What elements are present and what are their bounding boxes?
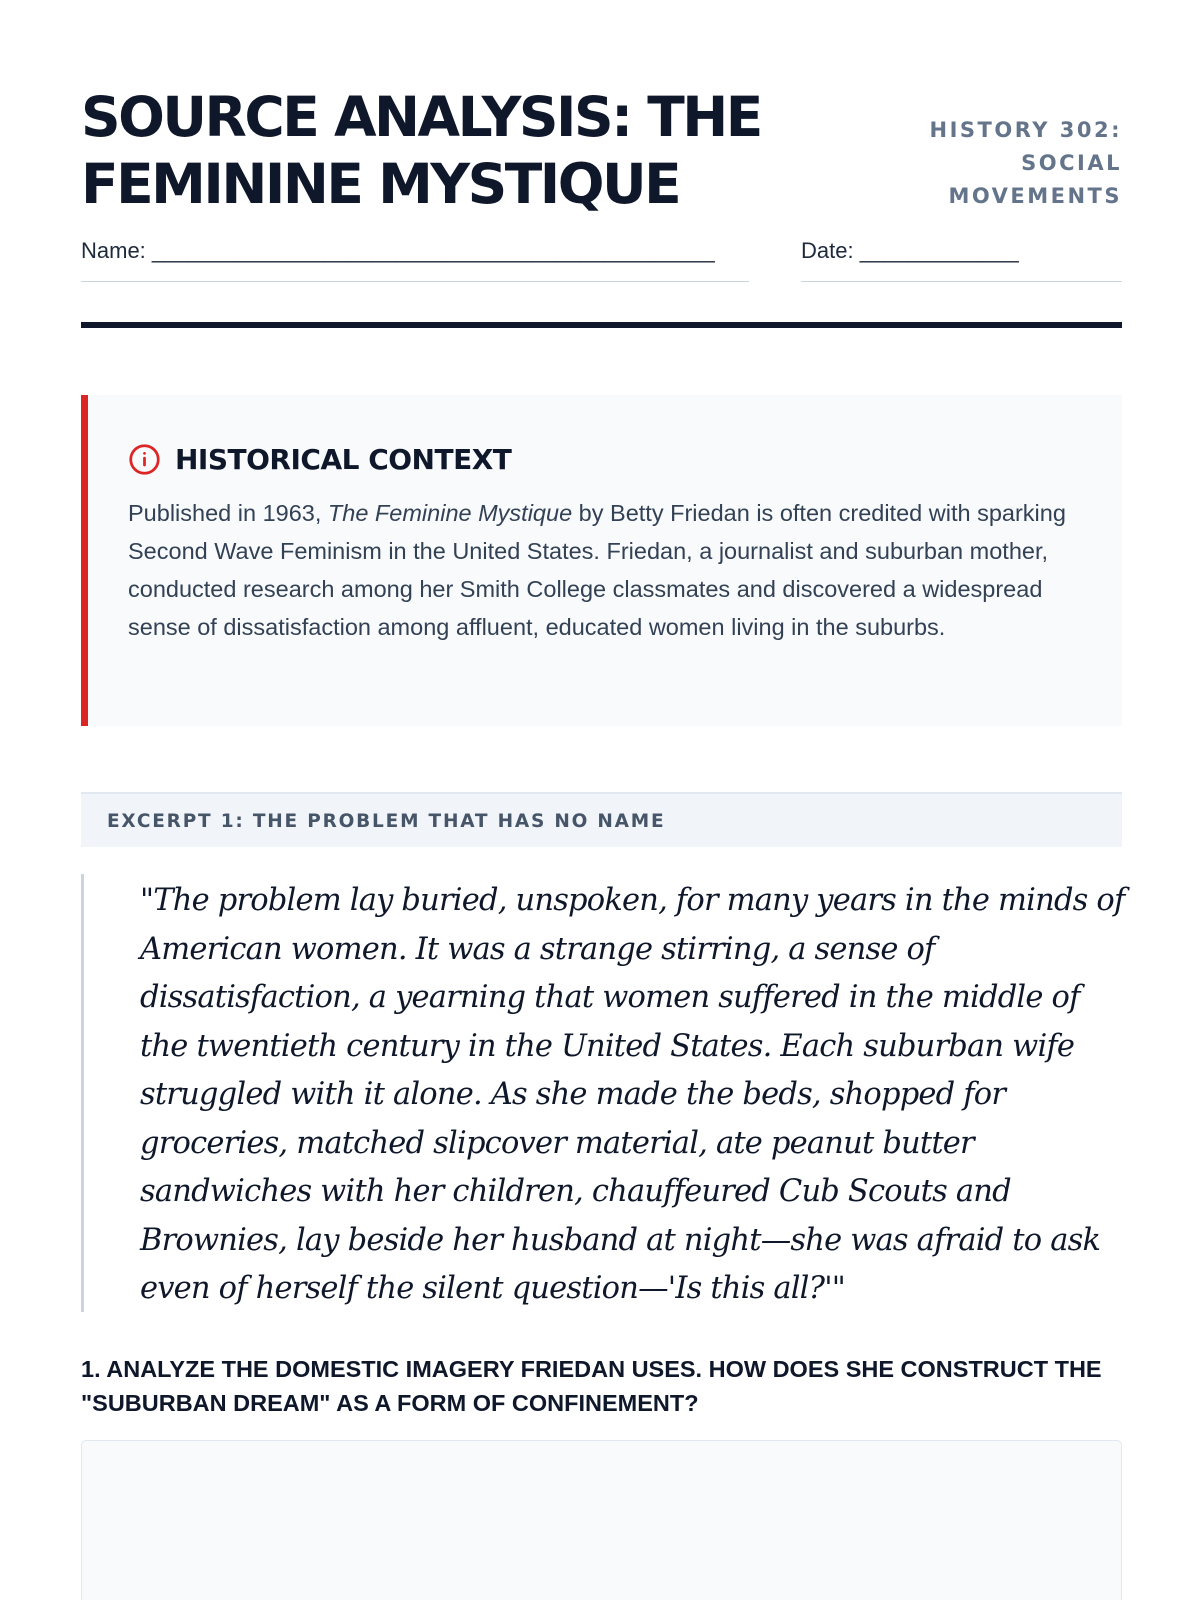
- excerpt-label: EXCERPT 1: THE PROBLEM THAT HAS NO NAME: [107, 811, 666, 832]
- excerpt-header: [81, 792, 1122, 847]
- context-body-prefix: Published in 1963,: [128, 500, 328, 526]
- excerpt-quote: [81, 874, 1125, 1312]
- context-body: [128, 494, 1078, 646]
- question-prompt: 1. ANALYZE THE DOMESTIC IMAGERY FRIEDAN USES. HOW DOES SHE CONSTRUCT THE "SUBURBAN DREAM" AS A FORM OF CONFINEMENT?: [81, 1356, 1102, 1416]
- date-field[interactable]: Date: _____________: [801, 238, 1122, 282]
- page-header: [81, 84, 1122, 214]
- answer-textarea[interactable]: [81, 1440, 1122, 1600]
- course-label: HISTORY 302: SOCIAL MOVEMENTS: [929, 118, 1122, 208]
- info-icon: [128, 443, 161, 476]
- book-title: The Feminine Mystique: [327, 500, 573, 526]
- quote-text: "The problem lay buried, unspoken, for many years in the minds of American women. It was a strange stirring, a sense of dissatisfaction, a yearning that women suffered in the middle of the twentieth century in the United States. Each suburban wife struggled with it alone. As she made the beds, shopped for groceries, matched slipcover material, ate peanut butter sandwiches with her children, chauffeured Cub Scouts and Brownies, lay beside her husband at night—she was afraid to ask even of herself the silent question—'Is this all?'": [140, 883, 1125, 1306]
- page-title: SOURCE ANALYSIS: THE FEMININE MYSTIQUE: [81, 85, 761, 216]
- context-header: [128, 442, 511, 476]
- name-field[interactable]: Name: ______________________________________________: [81, 238, 749, 282]
- context-heading: HISTORICAL CONTEXT: [175, 442, 512, 476]
- context-body-suffix: by Betty Friedan is often credited with sparking Second Wave Feminism in the United States. Friedan, a journalist and suburban mother, conducted research among her Smith College classmates and discovered a widespread sense of dissatisfaction among affluent, educated women living in the suburbs.: [128, 500, 1066, 640]
- historical-context-box: [81, 395, 1122, 726]
- header-divider: [81, 322, 1122, 328]
